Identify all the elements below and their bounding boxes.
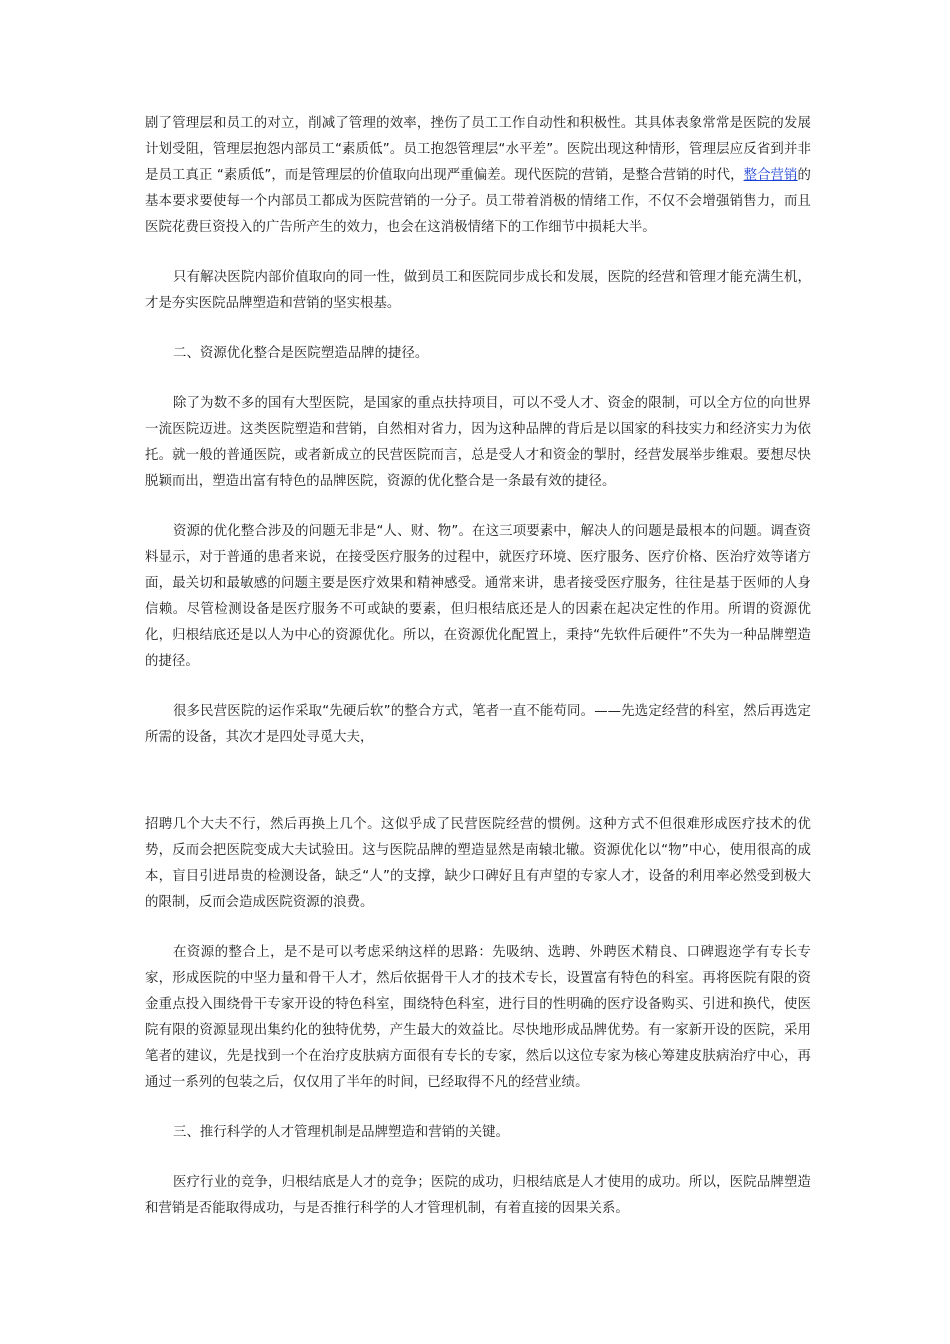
- paragraph-text: 剧了管理层和员工的对立，削减了管理的效率，挫伤了员工工作自动性和积极性。其具体表象常常是医院的发展计划受阻，管理层抱怨内部员工“素质低”。员工抱怨管理层“水平差”。医院出现这种情形，管理层应反省到并非是员工真正 “素质低”，而是管理层的价值取向出现严重偏差。现代医院的营销，是整合营销的时代，: [145, 116, 811, 183]
- paragraph-text: 的基本要求要使每一个内部员工都成为医院营销的一分子。员工带着消极的情绪工作，不仅不会增强销售力，而且医院花费巨资投入的广告所产生的效力，也会在这消极情绪下的工作细节中损耗大半。: [145, 168, 811, 235]
- text-block-upper: [145, 111, 811, 775]
- paragraph-continuation: 招聘几个大夫不行，然后再换上几个。这似乎成了民营医院经营的惯例。这种方式不但很难形成医疗技术的优势，反而会把医院变成大夫试验田。这与医院品牌的塑造显然是南辕北辙。资源优化以“物”中心，使用很高的成本，盲目引进昂贵的检测设备，缺乏“人”的支撑，缺少口碑好且有声望的专家人才，设备的利用率必然受到极大的限制，反而会造成医院资源的浪费。: [145, 817, 811, 910]
- paragraph: 在资源的整合上，是不是可以考虑采纳这样的思路：先吸纳、选聘、外聘医术精良、口碑遐迩学有专长专家，形成医院的中坚力量和骨干人才，然后依据骨干人才的技术专长，设置富有特色的科室。再将医院有限的资金重点投入围绕骨干专家开设的特色科室，围绕特色科室，进行目的性明确的医疗设备购买、引进和换代，使医院有限的资源显现出集约化的独特优势，产生最大的效益比。尽快地形成品牌优势。有一家新开设的医院，采用笔者的建议，先是找到一个在治疗皮肤病方面很有专长的专家，然后以这位专家为核心筹建皮肤病治疗中心，再通过一系列的包装之后，仅仅用了半年的时间，已经取得不凡的经营业绩。: [145, 945, 811, 1090]
- paragraph: 医疗行业的竞争，归根结底是人才的竞争；医院的成功，归根结底是人才使用的成功。所以，医院品牌塑造和营销是否能取得成功，与是否推行科学的人才管理机制，有着直接的因果关系。: [145, 1175, 811, 1216]
- text-block-lower: [145, 812, 811, 1246]
- paragraph: 资源的优化整合涉及的问题无非是“人、财、物”。在这三项要素中，解决人的问题是最根本的问题。调查资料显示，对于普通的患者来说，在接受医疗服务的过程中，就医疗环境、医疗服务、医疗价格、医治疗效等诸方面，最关切和最敏感的问题主要是医疗效果和精神感受。通常来讲，患者接受医疗服务，往往是基于医师的人身信赖。尽管检测设备是医疗服务不可或缺的要素，但归根结底还是人的因素在起决定性的作用。所谓的资源优化，归根结底还是以人为中心的资源优化。所以，在资源优化配置上，秉持“先软件后硬件”不失为一种品牌塑造的捷径。: [145, 524, 811, 669]
- section-heading: 二、资源优化整合是医院塑造品牌的捷径。: [173, 346, 429, 361]
- paragraph-continuation: [145, 111, 811, 241]
- section-heading: 三、推行科学的人才管理机制是品牌塑造和营销的关键。: [173, 1125, 510, 1140]
- integrated-marketing-link[interactable]: 整合营销: [743, 168, 798, 183]
- paragraph: 除了为数不多的国有大型医院，是国家的重点扶持项目，可以不受人才、资金的限制，可以全方位的向世界一流医院迈进。这类医院塑造和营销，自然相对省力，因为这种品牌的背后是以国家的科技实力和经济实力为依托。就一般的普通医院，或者新成立的民营医院而言，总是受人才和资金的掣肘，经营发展举步维艰。要想尽快脱颖而出，塑造出富有特色的品牌医院，资源的优化整合是一条最有效的捷径。: [145, 396, 811, 489]
- paragraph: 只有解决医院内部价值取向的同一性，做到员工和医院同步成长和发展，医院的经营和管理才能充满生机，才是夯实医院品牌塑造和营销的坚实根基。: [145, 270, 811, 311]
- paragraph: 很多民营医院的运作采取“先硬后软”的整合方式，笔者一直不能苟同。——先选定经营的科室，然后再选定所需的设备，其次才是四处寻觅大夫，: [145, 704, 811, 745]
